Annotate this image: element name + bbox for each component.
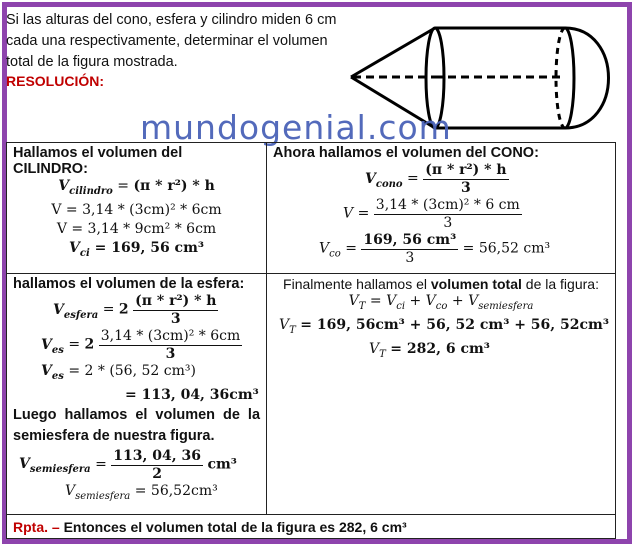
answer-text: Entonces el volumen total de la figura es 282, 6 cm³ (59, 519, 407, 535)
answer-cell (7, 515, 616, 539)
problem-line: cada una respectivamente, determinar el volumen (6, 33, 328, 49)
resolucion-label: RESOLUCIÓN: (6, 73, 104, 89)
total-result: $V_T = 282$, 6 cm³ (369, 340, 490, 360)
cone-title: Ahora hallamos el volumen del CONO: (273, 145, 539, 161)
cylinder-title: Hallamos el volumen del CILINDRO: (13, 145, 183, 177)
cone-formula: $V_{cono}$ = $\frac{\text{(π * r²) * h}}{3}$ (365, 162, 507, 196)
total-intro: Finalmente hallamos el volumen total de la figura: (283, 276, 599, 292)
problem-line: Si las alturas del cono, esfera y cilindro miden 6 cm (6, 12, 337, 28)
total-cell (267, 274, 616, 515)
cylinder-eq3: V = 3,14 * 9cm² * 6cm (56, 220, 217, 237)
cylinder-result: $V_{ci} = 169$, 56 cm³ (68, 239, 205, 259)
total-eq2: $V_T = 169$, 56cm³ + 56, 52 cm³ + 56, 52cm³ (279, 316, 609, 336)
semiesfera-eq: $V_{semiesfera}$ = $\frac{113, 04, 36}{2}$ cm³ (19, 447, 237, 482)
problem-line: total de la figura mostrada. (6, 54, 178, 70)
cone-cell (267, 143, 616, 274)
cylinder-right-base-front (565, 28, 574, 128)
answer-line (13, 519, 407, 535)
sphere-title: hallamos el volumen de la esfera: (13, 276, 245, 292)
cone-result: $V_{co}$ = $\frac{\text{169, 56 cm³}}{3}$ = 56,52 cm³ (319, 232, 551, 266)
sphere-eq4: = 113, 04, 36cm³ (125, 386, 259, 403)
sphere-eq3: $V_{es} = 2 * (56$, 52 cm³) (41, 363, 196, 382)
sphere-eq2: $V_{es} = 2$ $\frac{\text{3,14 * (3cm)² * 6cm}}{3}$ (41, 328, 241, 362)
semiesfera-result: $V_{semiesfera} = 56,52cm^3$ (65, 482, 218, 502)
semiesfera-paragraph: Luego hallamos el volumen de la semiesfera de nuestra figura. (13, 406, 261, 444)
sphere-cell (7, 274, 267, 515)
problem-statement (6, 10, 342, 73)
cylinder-formula: $V_{cilindro} = (\pi * r^2) * h$ (58, 178, 215, 197)
answer-label: Rpta. – (13, 519, 60, 535)
watermark: mundogenial.com (140, 108, 452, 147)
total-eq1: $V_T = V_{ci} + V_{co} + V_{semiesfera}$ (348, 293, 534, 312)
solution-table (6, 142, 616, 539)
sphere-formula: $V_{esfera} = 2$ $\frac{\text{(π * r²) * h}}{3}$ (53, 293, 217, 327)
cone-eq2: V = $\frac{\text{3,14 * (3cm)² * 6 cm}}{3}$ (343, 197, 520, 231)
cylinder-cell (7, 143, 267, 274)
cylinder-eq2: V = 3,14 * (3cm)² * 6cm (51, 201, 222, 218)
cone-edge-top (351, 28, 435, 77)
